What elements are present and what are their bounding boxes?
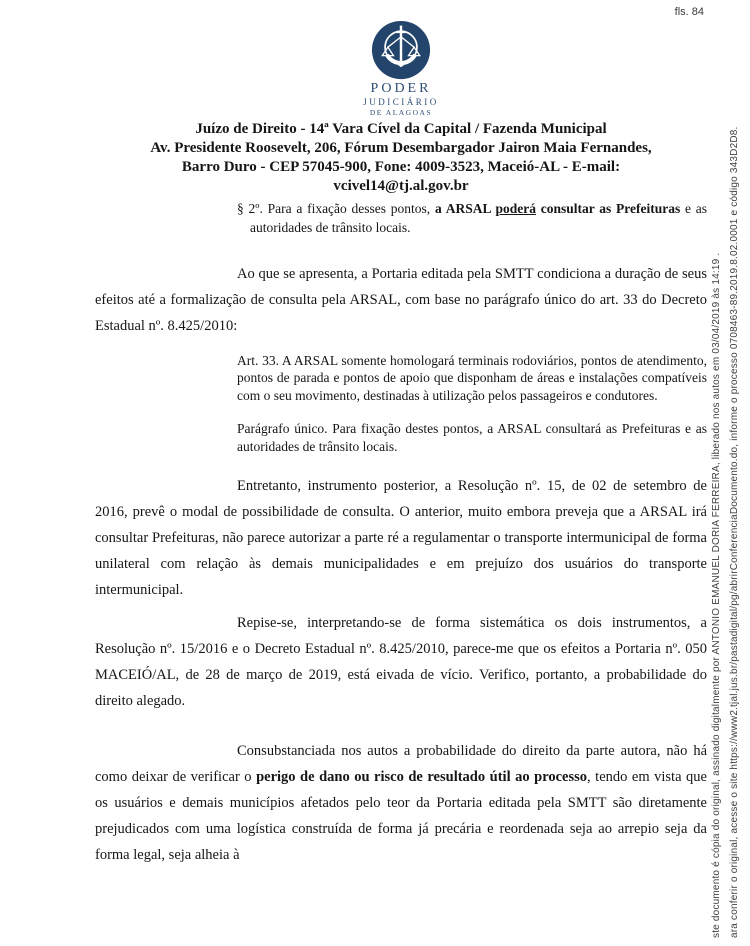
digital-signature-note-line1: ste documento é cópia do original, assinado digitalmente por ANTONIO EMANUEL DORIA FERREIRA, liberado nos autos em 03/04/2019 às 14:19 . bbox=[711, 252, 722, 938]
paragraph-consubstanciada-pre: Consubstanciada nos autos a probabilidade do direito da parte autora, não há como deixar de verificar o bbox=[95, 743, 707, 785]
logo-text-judiciario: JUDICIÁRIO bbox=[363, 97, 439, 107]
clause-bold-consultar-prefeituras: consultar as Prefeituras bbox=[535, 200, 681, 216]
clause-underlined-podera: poderá bbox=[495, 200, 536, 216]
folio-number: fls. 84 bbox=[674, 6, 704, 18]
digital-signature-note-line2: ara conferir o original, acesse o site https://www2.tjal.jus.br/pastadigital/pg/abrirConferenciaDocumento.do, informe o processo 0708463-89.2019.8.02.0001 e código 343D2D8. bbox=[729, 126, 740, 938]
justice-scales-emblem-icon bbox=[371, 20, 431, 80]
quoted-clause-paragraph-2 bbox=[237, 199, 707, 237]
paragraph-portaria-smtt: Ao que se apresenta, a Portaria editada pela SMTT condiciona a duração de seus efeitos até a formalização de consulta pela ARSAL, com base no parágrafo único do art. 33 do Decreto Estadual nº. 8.425/2010: bbox=[95, 265, 707, 334]
logo-text-de-alagoas: DE ALAGOAS bbox=[369, 108, 433, 117]
court-logo bbox=[95, 20, 707, 117]
letterhead-email-line: vcivel14@tj.al.gov.br bbox=[333, 177, 469, 194]
letterhead-address-line: Av. Presidente Roosevelt, 206, Fórum Desembargador Jairon Maia Fernandes, bbox=[150, 139, 652, 156]
quote-art-33-caput: Art. 33. A ARSAL somente homologará terminais rodoviários, pontos de atendimento, pontos de parada e pontos de apoio que disponham de áreas e instalações compatíveis com o seu movimento, destinadas à utilização pelos passageiros e condutores. bbox=[237, 352, 707, 403]
clause-bold-a-arsal: a ARSAL bbox=[434, 200, 496, 216]
logo-text-poder: PODER bbox=[370, 81, 432, 96]
paragraph-entretanto: Entretanto, instrumento posterior, a Resolução nº. 15, de 02 de setembro de 2016, prevê o modal de possibilidade de consulta. O anterior, muito embora preveja que a ARSAL irá consultar Prefeituras, não parece autorizar a parte ré a regulamentar o transporte intermunicipal de forma unilateral com relação às demais municipalidades e em prejuízo dos usuários do transporte intermunicipal. bbox=[95, 478, 707, 598]
paragraph-consubstanciada-post: , tendo em vista que os usuários e demais municípios afetados pelo teor da Portaria editada pela SMTT são diretamente prejudicados com uma logística construída de forma já precária e reordenada seja ao arrepio seja da forma legal, seja alheia à bbox=[95, 769, 707, 863]
clause-text-post: e as autoridades de trânsito locais. bbox=[250, 200, 708, 235]
clause-text-pre: § 2º. Para a fixação desses pontos, bbox=[237, 200, 435, 216]
document-content bbox=[95, 20, 707, 868]
bold-perigo-de-dano: perigo de dano ou risco de resultado útil ao processo bbox=[256, 769, 588, 785]
quote-art-33-paragrafo-unico: Parágrafo único. Para fixação destes pontos, a ARSAL consultará as Prefeituras e as autoridades de trânsito locais. bbox=[237, 421, 707, 454]
blockquote-art-33 bbox=[237, 352, 707, 456]
letterhead-contact-line: Barro Duro - CEP 57045-900, Fone: 4009-3523, Maceió-AL - E-mail: bbox=[181, 158, 621, 175]
paragraph-repise-se: Repise-se, interpretando-se de forma sistemática os dois instrumentos, a Resolução nº. 15/2016 e o Decreto Estadual nº. 8.425/2010, parece-me que os efeitos a Portaria nº. 050 MACEIÓ/AL, de 28 de março de 2019, está eivada de vício. Verifico, portanto, a probabilidade do direito alegado. bbox=[95, 615, 707, 709]
paragraph-consubstanciada bbox=[95, 738, 707, 868]
letterhead-court-line: Juízo de Direito - 14ª Vara Cível da Capital / Fazenda Municipal bbox=[195, 120, 607, 137]
court-letterhead bbox=[95, 120, 707, 196]
